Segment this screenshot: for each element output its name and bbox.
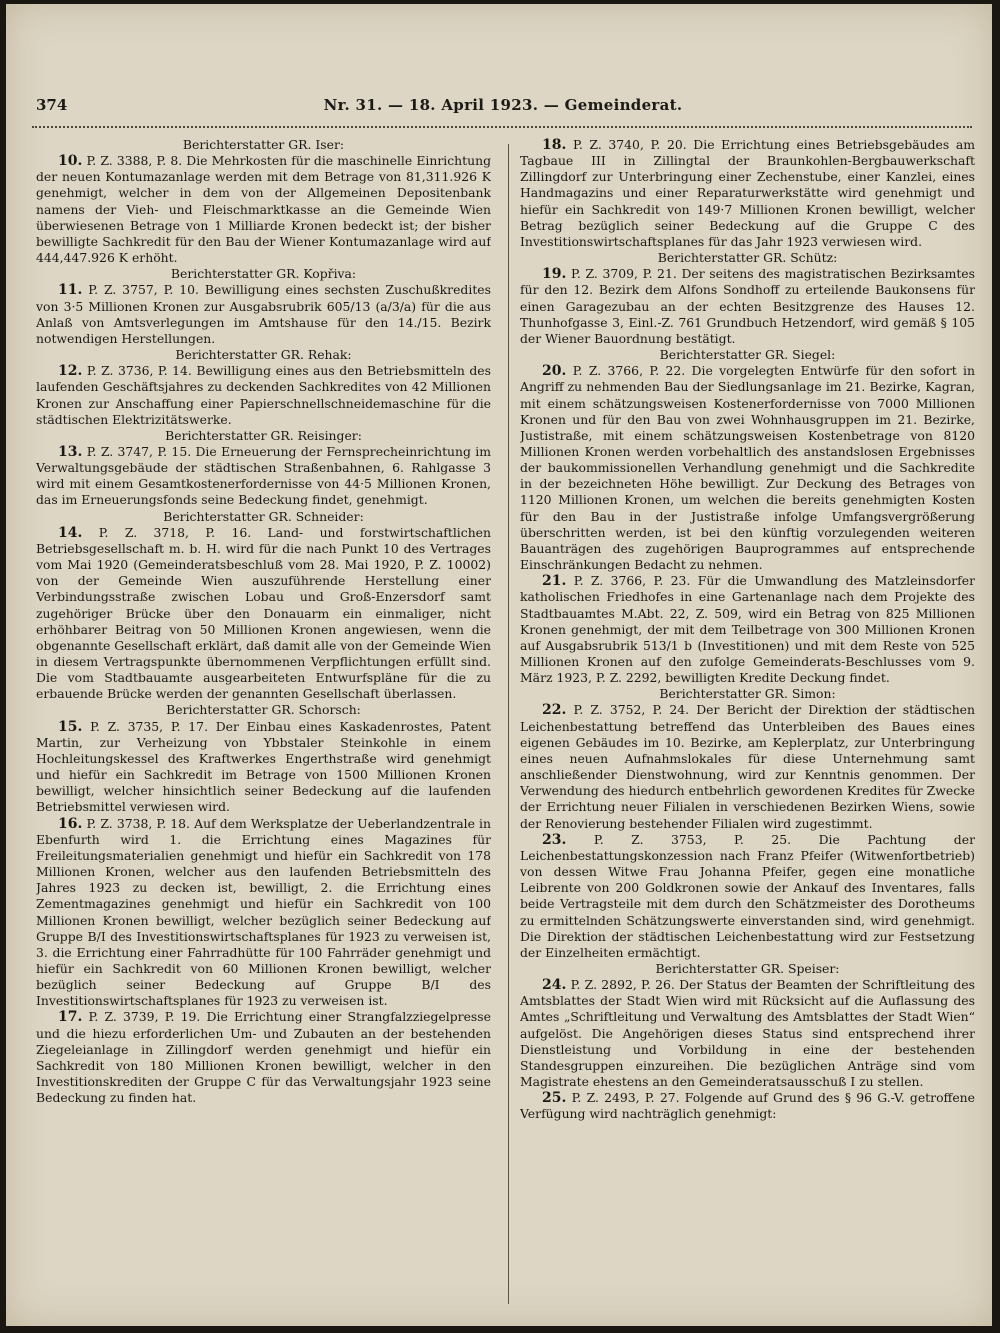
header-rule — [32, 126, 972, 128]
resolution-item — [36, 444, 491, 509]
right-column — [520, 137, 975, 1317]
resolution-item — [520, 832, 975, 961]
item-text: P. Z. 3718, P. 16. Land- und forstwirtschaftlichen Betriebsgesellschaft m. b. H. wird für die nach Punkt 10 des Vertrages vom Mai 1920 (Gemeinderatsbeschluß vom 28. Mai 1920, P. Z. 10002) von der Gemeinde Wien auszuführende Herstellung einer Verbindungsstraße zwischen Lobau und Groß-Enzersdorf samt zugehöriger Brücke über den Donauarm ein einmaliger, nicht erhöhbarer Beitrag von 50 Millionen Kronen angewiesen, wenn die obgenannte Gesellschaft erklärt, daß damit alle von der Gemeinde Wien in diesem Vertragspunkte übernommenen Verpflichtungen erfüllt sind. Die vom Stadtbauamte ausgearbeiteten Entwurfspläne für die zu erbauende Brücke werden der genannten Gesellschaft überlassen. — [36, 524, 491, 702]
item-text: P. Z. 3752, P. 24. Der Bericht der Direktion der städtischen Leichenbestattung betreffend das Unterbleiben des Baues eines eigenen Gebäudes im 10. Bezirke, am Keplerplatz, zur Unterbringung eines neuen Aufnahmslokales für diese Unternehmung samt anschließender Dienstwohnung, wird zur Kenntnis genommen. Der Verwendung des hiedurch entbehrlich gewordenen Kredites für Zwecke der Errichtung neuer Filialen in verschiedenen Bezirken Wiens, sowie der Renovierung bestehender Filialen wird zugestimmt. — [520, 702, 975, 831]
resolution-item — [520, 977, 975, 1090]
item-number: 16. — [58, 815, 83, 832]
column-divider — [508, 144, 509, 1304]
item-number: 14. — [58, 524, 83, 541]
item-number: 22. — [542, 702, 567, 719]
item-number: 13. — [58, 443, 83, 460]
item-number: 18. — [542, 137, 567, 153]
resolution-item — [36, 1009, 491, 1106]
item-number: 12. — [58, 363, 83, 380]
item-text: P. Z. 3766, P. 22. Die vorgelegten Entwürfe für den sofort in Angriff zu nehmenden Bau der Siedlungsanlage im 21. Bezirke, Kagran, mit einem schätzungsweisen Kostenerfordernisse von 7000 Millionen Kronen und für den Bau von zwei Wohnhausgruppen im 21. Bezirke, Justistraße, mit einem schätzungsweisen Kostenbetrage von 8120 Millionen Kronen werden vorbehaltlich des anstandslosen Ergebnisses der baukommissionellen Verhandlung genehmigt und die Sachkredite in der bezeichneten Höhe bewilligt. Zur Deckung des Betrages von 1120 Millionen Kronen, um welchen die bereits genehmigten Kosten für den Bau in der Justistraße infolge Umfangsvergrößerung überschritten werden, ist bei den künftig vorzulegenden weiteren Bauanträgen des zugehörigen Bauprogrammes auf entsprechende Einschränkungen Bedacht zu nehmen. — [520, 363, 975, 573]
item-text: P. Z. 3747, P. 15. Die Erneuerung der Fernsprecheinrichtung im Verwaltungsgebäude der städtischen Straßenbahnen, 6. Rahlgasse 3 wird mit einem Gesamtkostenerfordernisse von 44·5 Millionen Kronen, das im Erneuerungsfonds seine Bedeckung findet, genehmigt. — [36, 443, 491, 508]
item-text: P. Z. 2493, P. 27. Folgende auf Grund des § 96 G.-V. getroffene Verfügung wird nachträglich genehmigt: — [520, 1090, 975, 1122]
reporter-heading: Berichterstatter GR. Schneider: — [163, 508, 364, 524]
item-text: P. Z. 3709, P. 21. Der seitens des magistratischen Bezirksamtes für den 12. Bezirk dem Alfons Sondhoff zu erteilende Baukonsens für einen Garagezubau an der echten Besitzgrenze des Hauses 12. Thunhofgasse 3, Einl.-Z. 761 Grundbuch Hetzendorf, wird gemäß § 105 der Wiener Bauordnung bestätigt. — [520, 266, 975, 346]
item-number: 17. — [58, 1009, 83, 1026]
item-number: 11. — [58, 282, 83, 299]
resolution-item — [520, 363, 975, 573]
resolution-item — [520, 266, 975, 347]
resolution-item — [36, 363, 491, 428]
reporter-heading: Berichterstatter GR. Siegel: — [659, 347, 836, 363]
resolution-item — [36, 816, 491, 1010]
item-number: 20. — [542, 363, 567, 380]
item-text: P. Z. 2892, P. 26. Der Status der Beamten der Schriftleitung des Amtsblattes der Stadt Wien wird mit Rücksicht auf die Auflassung des Amtes „Schriftleitung und Verwaltung des Amtsblattes der Stadt Wien“ aufgelöst. Die Angehörigen dieses Status sind entsprechend ihrer Dienstleistung und Vorbildung in eine der bestehenden Standesgruppen einzureihen. Die bezüglichen Anträge sind vom Magistrate ehestens an den Gemeinderatsausschuß I zu stellen. — [520, 977, 975, 1090]
resolution-item — [520, 573, 975, 686]
item-text: P. Z. 3757, P. 10. Bewilligung eines sechsten Zuschußkredites von 3·5 Millionen Kronen zur Ausgabsrubrik 605/13 (a/3/a) für die aus Anlaß von Amtsverlegungen im Amtshause für den 14./15. Bezirk notwendigen Herstellungen. — [36, 282, 491, 346]
reporter-heading: Berichterstatter GR. Rehak: — [175, 347, 352, 363]
reporter-heading: Berichterstatter GR. Kopřiva: — [170, 266, 357, 282]
resolution-item — [36, 525, 491, 703]
page-number: 374 — [36, 96, 68, 114]
item-number: 25. — [542, 1090, 567, 1107]
reporter-heading: Berichterstatter GR. Speiser: — [655, 960, 840, 976]
left-column — [36, 137, 491, 1317]
resolution-item — [36, 282, 491, 347]
page-header — [36, 96, 970, 122]
resolution-item — [520, 1090, 975, 1122]
item-text: P. Z. 3753, P. 25. Die Pachtung der Leichenbestattungskonzession nach Franz Pfeifer (Witwenfortbetrieb) von dessen Witwe Frau Johanna Pfeifer, gegen eine monatliche Leibrente von 200 Goldkronen sowie der Ankauf des Inventares, falls beide Vertragsteile mit dem durch den Schätzmeister des Dorotheums zu ermittelnden Schätzungswerte einverstanden sind, wird genehmigt. Die Direktion der städtischen Leichenbestattung wird zur Festsetzung der Einzelheiten ermächtigt. — [520, 831, 975, 960]
resolution-item — [36, 153, 491, 266]
resolution-item — [520, 702, 975, 831]
reporter-heading: Berichterstatter GR. Iser: — [182, 137, 345, 152]
item-number: 19. — [542, 266, 567, 283]
reporter-heading: Berichterstatter GR. Reisinger: — [165, 427, 362, 443]
item-number: 24. — [542, 977, 567, 994]
resolution-item — [520, 137, 975, 250]
running-title: Nr. 31. — 18. April 1923. — Gemeinderat. — [323, 96, 683, 114]
item-text: P. Z. 3388, P. 8. Die Mehrkosten für die maschinelle Einrichtung der neuen Kontumazanlage werden mit dem Betrage von 81,311.926 K genehmigt, welcher in dem von der Allgemeinen Depositenbank namens der Vieh- und Fleischmarktkasse an die Gemeinde Wien überwiesenen Betrage von 1 Milliarde Kronen bedeckt ist; der bisher bewilligte Sachkredit für den Bau der Wiener Kontumazanlage wird auf 444,447.926 K erhöht. — [36, 153, 491, 266]
item-number: 15. — [58, 718, 83, 735]
item-number: 23. — [542, 831, 567, 848]
item-text: P. Z. 3739, P. 19. Die Errichtung einer Strangfalzziegelpresse und die hiezu erforderlichen Um- und Zubauten an der bestehenden Ziegeleianlage in Zillingdorf werden genehmigt und hiefür ein Sachkredit von 180 Millionen Kronen bewilligt, welcher in den Investitionskrediten der Gruppe C für das Verwaltungsjahr 1923 seine Bedeckung zu finden hat. — [36, 1009, 491, 1106]
newspaper-page — [6, 4, 992, 1326]
item-number: 21. — [542, 573, 567, 590]
resolution-item — [36, 719, 491, 816]
reporter-heading: Berichterstatter GR. Schütz: — [657, 250, 838, 266]
item-text: P. Z. 3738, P. 18. Auf dem Werksplatze der Ueberlandzentrale in Ebenfurth wird 1. die Errichtung eines Magazines für Freileitungsmaterialien genehmigt und hiefür ein Sachkredit von 178 Millionen Kronen, welcher aus den laufenden Betriebsmitteln des Jahres 1923 zu decken ist, bewilligt, 2. die Errichtung eines Zementmagazines genehmigt und hiefür ein Sachkredit von 100 Millionen Kronen bewilligt, welcher bezüglich seiner Bedeckung auf Gruppe B/I des Investitionswirtschaftsplanes für 1923 zu verweisen ist, 3. die Errichtung einer Fahrradhütte für 100 Fahrräder genehmigt und hiefür ein Sachkredit von 60 Millionen Kronen bewilligt, welcher bezüglich seiner Bedeckung auf Gruppe B/I des Investitionswirtschaftsplanes für 1923 zu verweisen ist. — [36, 815, 491, 1009]
item-text: P. Z. 3736, P. 14. Bewilligung eines aus den Betriebsmitteln des laufenden Geschäftsjahres zu deckenden Sachkredites von 42 Millionen Kronen zur Anschaffung einer Papierschnellschneidemaschine für die städtischen Elektrizitätswerke. — [36, 363, 491, 427]
item-text: P. Z. 3740, P. 20. Die Errichtung eines Betriebsgebäudes am Tagbaue III in Zillingtal der Braunkohlen-Bergbauwerkschaft Zillingdorf zur Unterbringung einer Zechenstube, einer Kanzlei, eines Handmagazins und einer Reparaturwerkstätte wird genehmigt und hiefür ein Sachkredit von 149·7 Millionen Kronen bewilligt, welcher Betrag bezüglich seiner Bedeckung auf die Gruppe C des Investitionswirtschaftsplanes für das Jahr 1923 verwiesen wird. — [520, 137, 975, 249]
item-text: P. Z. 3735, P. 17. Der Einbau eines Kaskadenrostes, Patent Martin, zur Verheizung von Ybbstaler Steinkohle in einem Hochleitungskessel des Kraftwerkes Engerthstraße wird genehmigt und hiefür ein Sachkredit im Betrage von 1500 Millionen Kronen bewilligt, welcher hinsichtlich seiner Bedeckung auf die laufenden Betriebsmittel verwiesen wird. — [36, 718, 491, 815]
reporter-heading: Berichterstatter GR. Schorsch: — [166, 702, 361, 718]
item-number: 10. — [58, 153, 83, 170]
reporter-heading: Berichterstatter GR. Simon: — [659, 686, 836, 702]
item-text: P. Z. 3766, P. 23. Für die Umwandlung des Matzleinsdorfer katholischen Friedhofes in eine Gartenanlage nach dem Projekte des Stadtbauamtes M.Abt. 22, Z. 509, wird ein Betrag von 825 Millionen Kronen genehmigt, der mit dem Teilbetrage von 300 Millionen Kronen auf Ausgabsrubrik 513/1 b (Investitionen) und mit dem Reste von 525 Millionen Kronen auf den zufolge Gemeinderats-Beschlusses vom 9. März 1923, P. Z. 2292, bewilligten Kredite Deckung findet. — [520, 573, 975, 686]
